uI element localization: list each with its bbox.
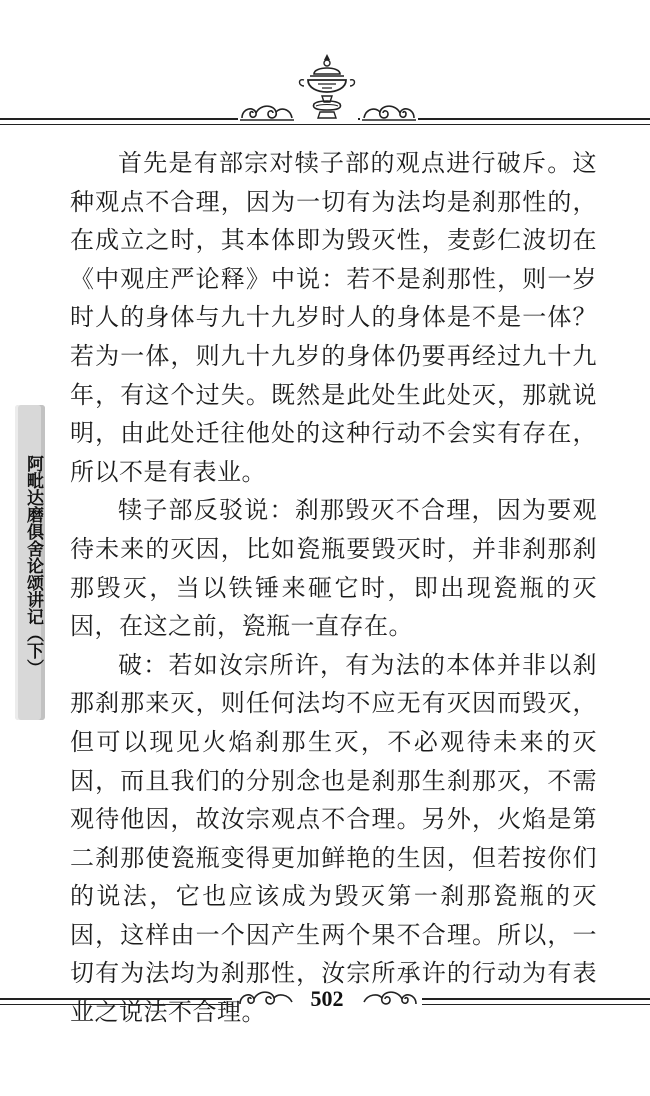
paragraph: 破：若如汝宗所许，有为法的本体并非以刹那刹那来灭，则任何法均不应无有灭因而毁灭，但可以现见火焰刹那生灭，不必观待未来的灭因，而且我们的分别念也是刹那生刹那灭，不需观待他因，故汝宗观点不合理。另外，火焰是第二刹那使瓷瓶变得更加鲜艳的生因，但若按你们的说法，它也应该成为毁灭第一刹那瓷瓶的灭因，这样由一个因产生两个果不合理。所以，一切有为法均为刹那性，汝宗所承许的行动为有表业之说法不合理。 [70,650,597,1027]
ornamental-vase-emblem-icon [296,52,358,124]
footer-rule-left [0,998,232,1000]
cloud-scroll-icon-left [238,100,296,124]
paragraph: 犊子部反驳说：刹那毁灭不合理，因为要观待未来的灭因，比如瓷瓶要毁灭时，并非刹那刹那毁灭，当以铁锤来砸它时，即出现瓷瓶的灭因，在这之前，瓷瓶一直存在。 [70,496,597,641]
cloud-scroll-icon-footer-right [362,988,420,1010]
running-head-tab [15,405,45,720]
body-text [70,144,597,1032]
paragraph: 首先是有部宗对犊子部的观点进行破斥。这种观点不合理，因为一切有为法均是刹那性的，在成立之时，其本体即为毁灭性，麦彭仁波切在《中观庄严论释》中说：若不是刹那性，则一岁时人的身体与九十九岁时人的身体是不是一体？若为一体，则九十九岁的身体仍要再经过九十九年，有这个过失。既然是此处生此处灭，那就说明，由此处迁往他处的这种行动不会实有存在，所以不是有表业。 [70,149,597,486]
footer-rule-left-thin [0,1004,232,1005]
cloud-scroll-icon-footer-left [236,988,294,1010]
footer-rule-right [422,998,650,1000]
header-rule-thin [0,124,650,125]
footer-rule-right-thin [422,1004,650,1005]
book-title-vertical: 阿毗达磨俱舍论颂讲记（下） [23,454,43,676]
page-number: 502 [310,986,344,1011]
cloud-scroll-icon-right [360,100,418,124]
